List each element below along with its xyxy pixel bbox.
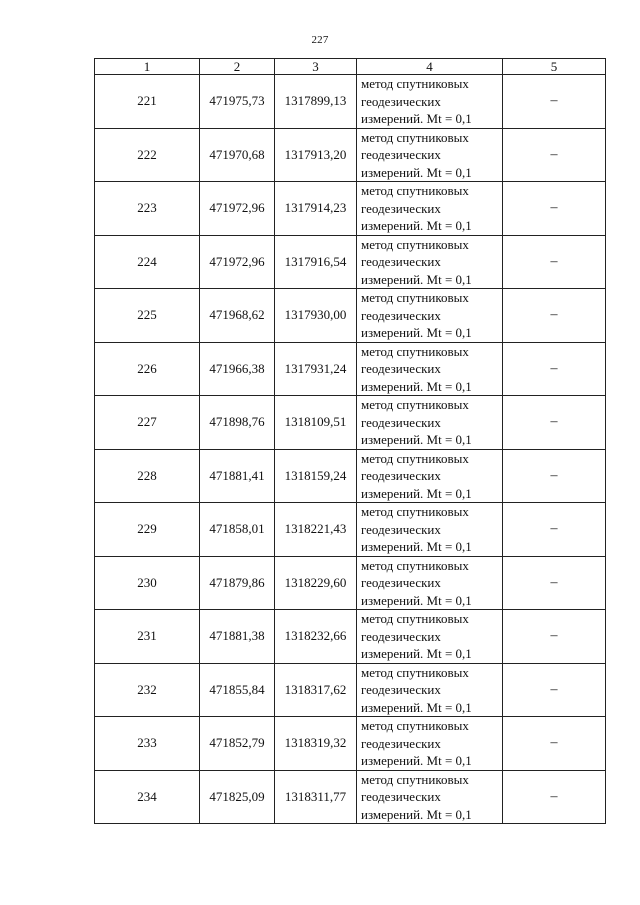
table-row xyxy=(95,235,606,289)
y-coordinate-cell: 1317914,23 xyxy=(275,182,357,236)
point-number-cell: 223 xyxy=(95,182,200,236)
method-line: метод спутниковых xyxy=(361,129,469,145)
method-cell xyxy=(357,610,503,664)
method-line: метод спутниковых xyxy=(361,76,469,91)
method-line: измерений. Mt = 0,1 xyxy=(361,646,472,661)
method-cell xyxy=(357,342,503,396)
table-row xyxy=(95,556,606,610)
method-line: измерений. Mt = 0,1 xyxy=(361,432,472,447)
note-cell: – xyxy=(503,503,606,557)
y-coordinate-cell: 1318159,24 xyxy=(275,449,357,503)
method-cell xyxy=(357,556,503,610)
x-coordinate-cell: 471968,62 xyxy=(200,289,275,343)
table-row xyxy=(95,770,606,824)
method-cell xyxy=(357,128,503,182)
method-line: геодезических xyxy=(361,254,441,269)
method-line: метод спутниковых xyxy=(361,450,469,466)
method-line: метод спутниковых xyxy=(361,504,469,519)
method-line: измерений. Mt = 0,1 xyxy=(361,325,472,340)
method-line: метод спутниковых xyxy=(361,183,469,198)
method-line: метод спутниковых xyxy=(361,771,469,787)
note-cell: – xyxy=(503,289,606,343)
note-cell: – xyxy=(503,75,606,129)
table-row xyxy=(95,717,606,771)
method-line: геодезических xyxy=(361,682,441,697)
method-line: метод спутниковых xyxy=(361,718,469,733)
note-cell: – xyxy=(503,610,606,664)
y-coordinate-cell: 1317930,00 xyxy=(275,289,357,343)
method-line: измерений. Mt = 0,1 xyxy=(361,218,472,233)
note-cell: – xyxy=(503,556,606,610)
method-line: измерений. Mt = 0,1 xyxy=(361,806,472,822)
method-line: измерений. Mt = 0,1 xyxy=(361,271,472,287)
x-coordinate-cell: 471972,96 xyxy=(200,235,275,289)
y-coordinate-cell: 1318229,60 xyxy=(275,556,357,610)
table-row xyxy=(95,342,606,396)
point-number-cell: 229 xyxy=(95,503,200,557)
method-line: измерений. Mt = 0,1 xyxy=(361,699,472,715)
coordinates-table xyxy=(94,58,606,824)
x-coordinate-cell: 471855,84 xyxy=(200,663,275,717)
table-row xyxy=(95,128,606,182)
point-number-cell: 221 xyxy=(95,75,200,129)
header-col-5: 5 xyxy=(503,59,606,75)
table-header xyxy=(95,59,606,75)
header-row xyxy=(95,59,606,75)
point-number-cell: 225 xyxy=(95,289,200,343)
method-line: геодезических xyxy=(361,93,441,109)
table-row xyxy=(95,449,606,503)
note-cell: – xyxy=(503,396,606,450)
point-number-cell: 227 xyxy=(95,396,200,450)
method-line: измерений. Mt = 0,1 xyxy=(361,378,472,394)
x-coordinate-cell: 471852,79 xyxy=(200,717,275,771)
point-number-cell: 233 xyxy=(95,717,200,771)
table-row xyxy=(95,289,606,343)
method-cell xyxy=(357,503,503,557)
note-cell: – xyxy=(503,449,606,503)
y-coordinate-cell: 1317899,13 xyxy=(275,75,357,129)
note-cell: – xyxy=(503,717,606,771)
point-number-cell: 234 xyxy=(95,770,200,824)
x-coordinate-cell: 471881,41 xyxy=(200,449,275,503)
method-cell xyxy=(357,75,503,129)
note-cell: – xyxy=(503,235,606,289)
method-line: геодезических xyxy=(361,307,441,323)
x-coordinate-cell: 471858,01 xyxy=(200,503,275,557)
method-line: измерений. Mt = 0,1 xyxy=(361,753,472,768)
method-cell xyxy=(357,449,503,503)
x-coordinate-cell: 471972,96 xyxy=(200,182,275,236)
note-cell: – xyxy=(503,182,606,236)
method-line: измерений. Mt = 0,1 xyxy=(361,485,472,501)
header-col-1: 1 xyxy=(95,59,200,75)
point-number-cell: 232 xyxy=(95,663,200,717)
note-cell: – xyxy=(503,128,606,182)
method-line: метод спутниковых xyxy=(361,343,469,359)
table-row xyxy=(95,182,606,236)
header-col-2: 2 xyxy=(200,59,275,75)
method-line: измерений. Mt = 0,1 xyxy=(361,164,472,180)
method-cell xyxy=(357,396,503,450)
table-row xyxy=(95,396,606,450)
point-number-cell: 224 xyxy=(95,235,200,289)
method-line: метод спутниковых xyxy=(361,557,469,573)
header-col-4: 4 xyxy=(357,59,503,75)
method-line: геодезических xyxy=(361,575,441,590)
note-cell: – xyxy=(503,342,606,396)
method-line: геодезических xyxy=(361,521,441,537)
y-coordinate-cell: 1318109,51 xyxy=(275,396,357,450)
x-coordinate-cell: 471966,38 xyxy=(200,342,275,396)
note-cell: – xyxy=(503,770,606,824)
point-number-cell: 222 xyxy=(95,128,200,182)
method-line: геодезических xyxy=(361,628,441,644)
method-line: измерений. Mt = 0,1 xyxy=(361,111,472,126)
method-cell xyxy=(357,182,503,236)
method-line: метод спутниковых xyxy=(361,611,469,626)
y-coordinate-cell: 1317931,24 xyxy=(275,342,357,396)
method-line: геодезических xyxy=(361,789,441,804)
x-coordinate-cell: 471970,68 xyxy=(200,128,275,182)
x-coordinate-cell: 471825,09 xyxy=(200,770,275,824)
page-number: 227 xyxy=(311,34,329,46)
method-cell xyxy=(357,663,503,717)
point-number-cell: 226 xyxy=(95,342,200,396)
table-row xyxy=(95,610,606,664)
table-row xyxy=(95,75,606,129)
method-line: геодезических xyxy=(361,200,441,216)
header-col-3: 3 xyxy=(275,59,357,75)
method-cell xyxy=(357,235,503,289)
table-body xyxy=(95,75,606,824)
y-coordinate-cell: 1318311,77 xyxy=(275,770,357,824)
method-cell xyxy=(357,289,503,343)
y-coordinate-cell: 1317916,54 xyxy=(275,235,357,289)
x-coordinate-cell: 471975,73 xyxy=(200,75,275,129)
note-cell: – xyxy=(503,663,606,717)
y-coordinate-cell: 1318319,32 xyxy=(275,717,357,771)
x-coordinate-cell: 471898,76 xyxy=(200,396,275,450)
method-line: метод спутниковых xyxy=(361,664,469,680)
method-line: измерений. Mt = 0,1 xyxy=(361,539,472,554)
point-number-cell: 228 xyxy=(95,449,200,503)
method-line: геодезических xyxy=(361,735,441,751)
x-coordinate-cell: 471881,38 xyxy=(200,610,275,664)
y-coordinate-cell: 1318232,66 xyxy=(275,610,357,664)
method-line: геодезических xyxy=(361,361,441,376)
table-row xyxy=(95,503,606,557)
y-coordinate-cell: 1318317,62 xyxy=(275,663,357,717)
method-line: метод спутниковых xyxy=(361,397,469,412)
method-line: геодезических xyxy=(361,147,441,162)
x-coordinate-cell: 471879,86 xyxy=(200,556,275,610)
table-row xyxy=(95,663,606,717)
y-coordinate-cell: 1317913,20 xyxy=(275,128,357,182)
method-line: метод спутниковых xyxy=(361,290,469,305)
method-line: геодезических xyxy=(361,414,441,430)
point-number-cell: 230 xyxy=(95,556,200,610)
method-line: измерений. Mt = 0,1 xyxy=(361,592,472,608)
method-cell xyxy=(357,770,503,824)
method-line: метод спутниковых xyxy=(361,236,469,252)
y-coordinate-cell: 1318221,43 xyxy=(275,503,357,557)
method-line: геодезических xyxy=(361,468,441,483)
point-number-cell: 231 xyxy=(95,610,200,664)
method-cell xyxy=(357,717,503,771)
